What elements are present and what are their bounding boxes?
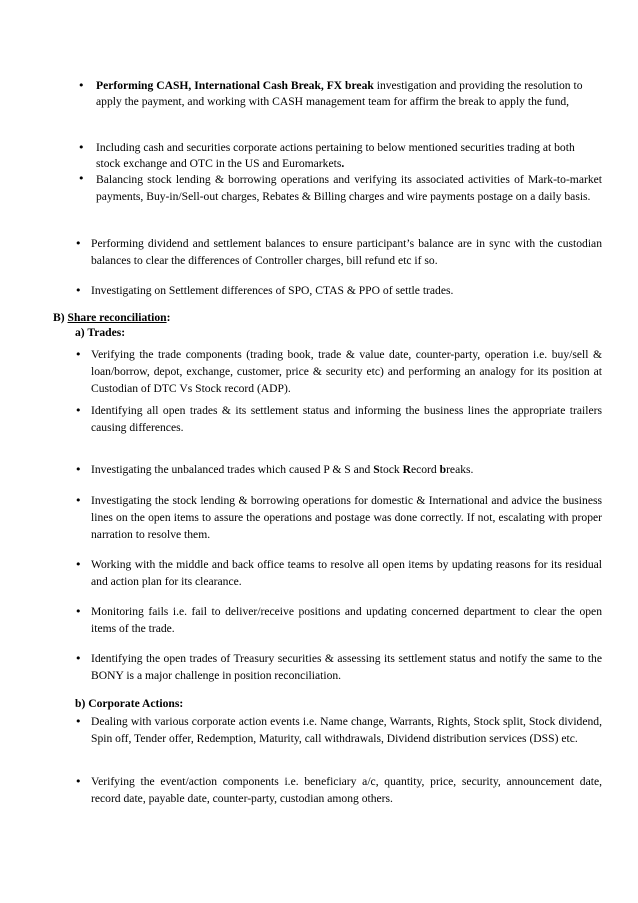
list-item-text: Identifying the open trades of Treasury securities & assessing its settlement status and notify the same to the BONY is a major challenge in position reconciliation. [91, 652, 602, 683]
list-item [75, 235, 602, 269]
bullet-icon: • [75, 494, 82, 507]
list-item-text: Investigating the unbalanced trades which caused P & S and Stock Record breaks. [91, 463, 474, 476]
list-item [78, 140, 602, 172]
bullet-icon: • [78, 79, 85, 92]
list-item-text: Performing dividend and settlement balances to ensure participant’s balance are in sync with the custodian balances to clear the differences of Controller charges, bill refund etc if so. [91, 237, 602, 268]
bullet-icon: • [75, 715, 82, 728]
list-item [75, 603, 602, 637]
list-item [75, 461, 602, 478]
list-item [75, 650, 602, 684]
list-item-text: Monitoring fails i.e. fail to deliver/receive positions and updating concerned department to clear the open items of the trade. [91, 605, 602, 636]
list-item-text: Investigating on Settlement differences of SPO, CTAS & PPO of settle trades. [91, 284, 454, 297]
list-item [75, 556, 602, 590]
list-item [75, 282, 602, 299]
bullet-icon: • [75, 284, 82, 297]
list-item-text: Dealing with various corporate action events i.e. Name change, Warrants, Rights, Stock split, Stock dividend, Spin off, Tender offer, Redemption, Maturity, call withdrawals, Dividend distribution services (DSS) etc. [91, 715, 602, 746]
subsection-heading-corporate-actions: b) Corporate Actions: [75, 697, 184, 710]
bullet-icon: • [75, 652, 82, 665]
list-item [75, 346, 602, 398]
list-item-text: Verifying the trade components (trading book, trade & value date, counter-party, operation i.e. buy/sell & loan/borrow, depot, exchange, customer, price & security etc) and performing an analogy for its position at Custodian of DTC Vs Stock record (ADP). [91, 348, 602, 396]
list-item [75, 402, 602, 436]
subsection-heading-trades: a) Trades: [75, 326, 126, 339]
list-item-text: Verifying the event/action components i.e. beneficiary a/c, quantity, price, security, announcement date, record date, payable date, counter-party, custodian among others. [91, 775, 602, 806]
section-title: Share reconciliation [67, 311, 167, 324]
list-item [75, 492, 602, 544]
bullet-icon: • [75, 605, 82, 618]
bullet-icon: • [75, 237, 82, 250]
list-item-text: Including cash and securities corporate actions pertaining to below mentioned securities trading at both stock exchange and OTC in the US and Euromarkets. [96, 141, 575, 170]
list-item-text: Balancing stock lending & borrowing operations and verifying its associated activities of Mark-to-market payments, Buy-in/Sell-out charges, Rebates & Billing charges and wire payments postage on a daily basis. [96, 173, 602, 203]
bullet-icon: • [75, 775, 82, 788]
bullet-icon: • [78, 172, 85, 185]
list-item [78, 171, 602, 205]
bullet-icon: • [75, 463, 82, 476]
list-item [75, 713, 602, 747]
bullet-icon: • [78, 141, 85, 154]
bullet-icon: • [75, 348, 82, 361]
section-heading: B) Share reconciliation: [53, 311, 171, 324]
bullet-icon: • [75, 404, 82, 417]
list-item [78, 78, 602, 110]
bullet-icon: • [75, 558, 82, 571]
list-item [75, 773, 602, 807]
list-item-text: Working with the middle and back office teams to resolve all open items by updating reasons for its residual and action plan for its clearance. [91, 558, 602, 589]
list-item-text: Performing CASH, International Cash Break, FX break investigation and providing the resolution to apply the payment, and working with CASH management team for affirm the break to apply the fund, [96, 79, 583, 108]
list-item-text: Investigating the stock lending & borrowing operations for domestic & International and advice the business lines on the open items to assure the operations and postage was done correctly. If not, escalating with proper narration to resolve them. [91, 494, 602, 542]
list-item-text: Identifying all open trades & its settlement status and informing the business lines the appropriate trailers causing differences. [91, 404, 602, 435]
